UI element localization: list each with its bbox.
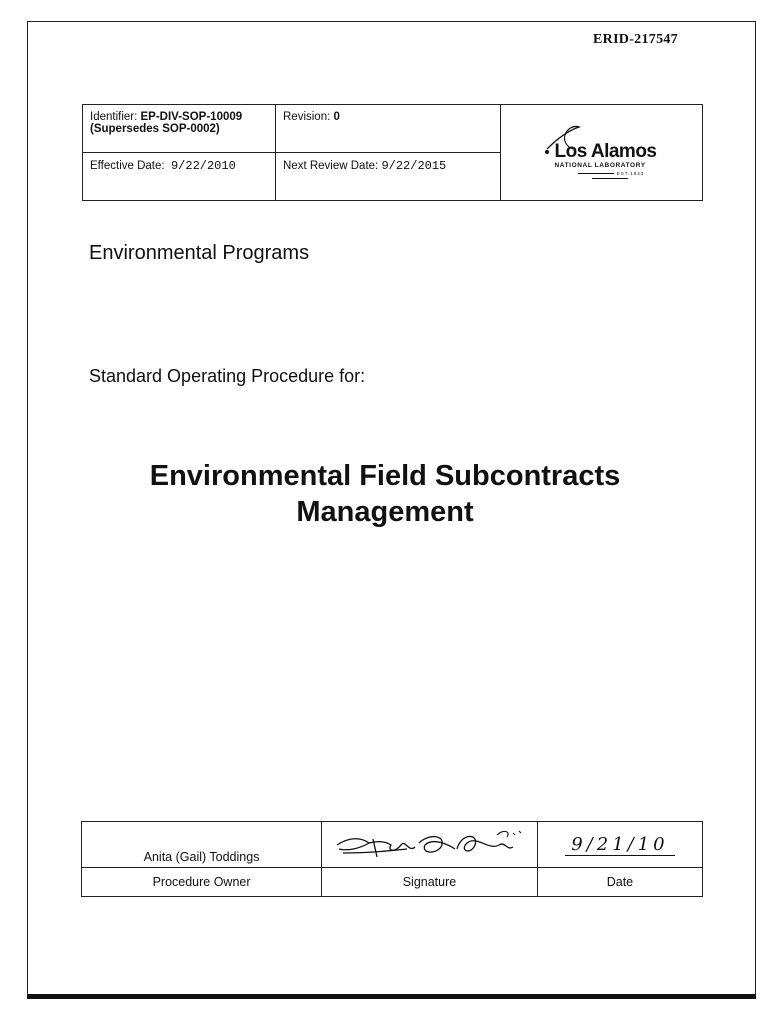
sop-intro: Standard Operating Procedure for: (89, 366, 366, 386)
procedure-owner-label: Procedure Owner (82, 868, 322, 897)
date-cell (537, 822, 702, 868)
program-name: Environmental Programs (89, 242, 310, 264)
los-alamos-logo (537, 121, 667, 181)
handwritten-signature (329, 823, 529, 863)
signature-table (81, 821, 703, 897)
effective-date-label: Effective Date: (90, 160, 165, 172)
date-label: Date (537, 868, 702, 897)
effective-date-value: 9/22/2010 (170, 159, 236, 173)
supersedes-text: (Supersedes SOP-0002) (90, 123, 220, 135)
revision-value: 0 (333, 111, 340, 123)
review-date-cell (276, 153, 501, 201)
owner-name: Anita (Gail) Toddings (143, 850, 260, 864)
document-title (0, 458, 770, 530)
revision-cell (276, 105, 501, 153)
document-id: ERID-217547 (593, 32, 678, 47)
signature-label: Signature (322, 868, 538, 897)
title-line-2: Management (296, 496, 474, 528)
signature-cell (322, 822, 538, 868)
review-date-label: Next Review Date: (283, 160, 379, 172)
title-line-1: Environmental Field Subcontracts (149, 460, 621, 492)
identifier-value: EP-DIV-SOP-10009 (140, 111, 243, 123)
logo-cell (501, 105, 703, 201)
logo-established: EST.1943 (555, 171, 665, 181)
effective-date-cell (83, 153, 276, 201)
page-bottom-rule (27, 994, 756, 999)
identifier-cell (83, 105, 276, 153)
review-date-value: 9/22/2015 (381, 159, 447, 173)
header-table (82, 104, 703, 201)
logo-subtitle: NATIONAL LABORATORY (554, 162, 646, 169)
logo-name: Los Alamos (554, 141, 657, 162)
signature-date: 9/21/10 (565, 834, 674, 856)
owner-name-cell (82, 822, 322, 868)
revision-label: Revision: (283, 111, 331, 123)
identifier-label: Identifier: (90, 111, 138, 123)
